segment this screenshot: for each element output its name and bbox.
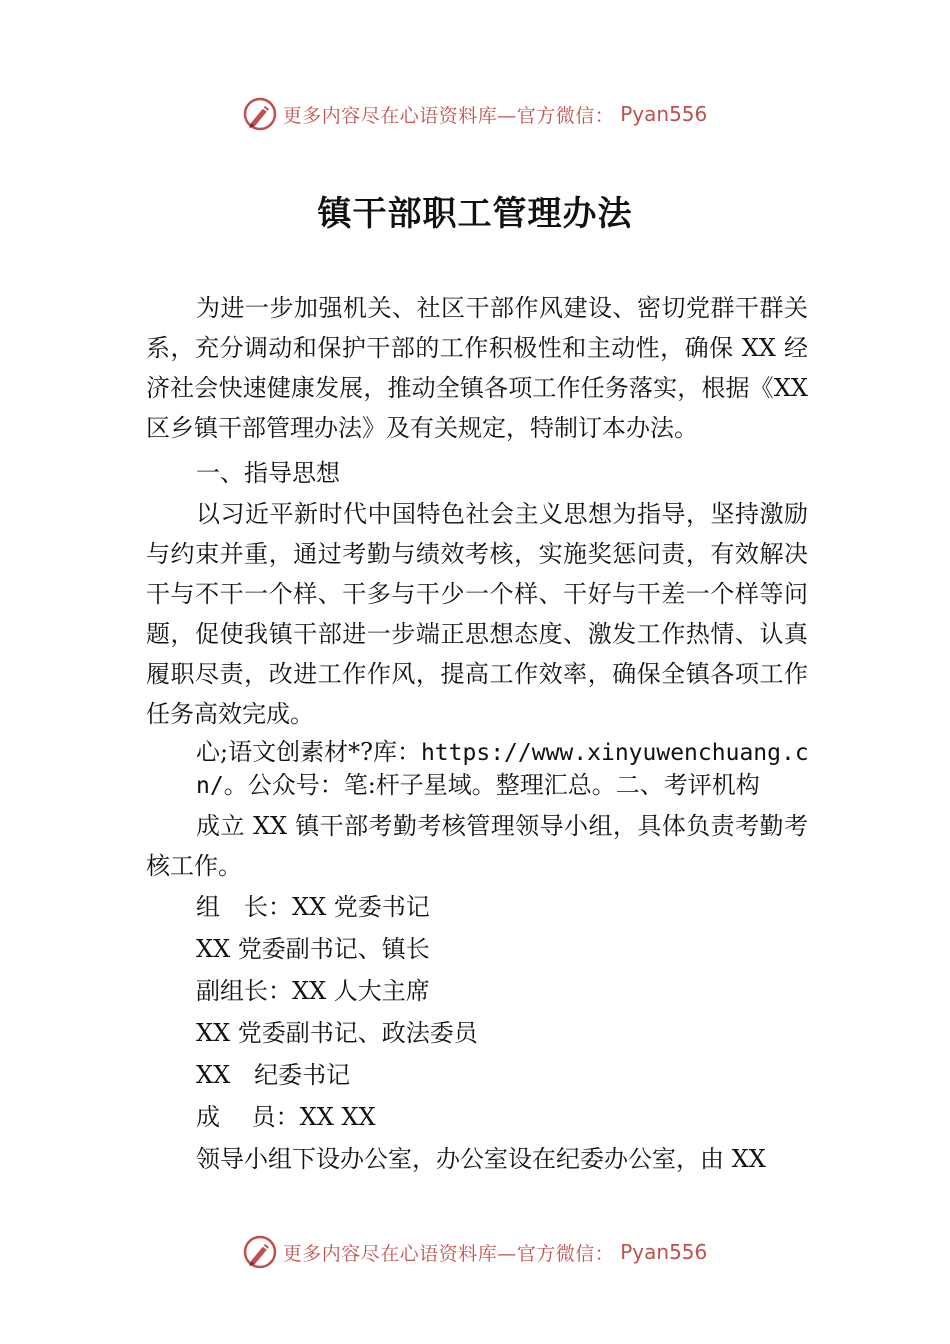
- office-line: 领导小组下设办公室，办公室设在纪委办公室，由 XX: [196, 1145, 766, 1173]
- watermark-wechat-id: Pyan556: [620, 102, 708, 126]
- section1-heading: 一、指导思想: [196, 459, 340, 487]
- member-line: XX 党委副书记、镇长: [196, 935, 430, 963]
- section1-paragraph: 以习近平新时代中国特色社会主义思想为指导，坚持激励与约束并重，通过考勤与绩效考核，实施奖惩问责，有效解决干与不干一个样、干多与干少一个样、干好与干差一个样等问题，促使我镇干部进一步端正思想态度、激发工作热情、认真履职尽责，改进工作作风，提高工作效率，确保全镇各项工作任务高效完成。: [146, 500, 808, 728]
- pen-logo-icon: [243, 1235, 277, 1269]
- section2-paragraph: 成立 XX 镇干部考勤考核管理领导小组，具体负责考勤考核工作。: [146, 812, 808, 880]
- pen-logo-icon: [243, 97, 277, 131]
- section2-heading: 二、考评机构: [615, 771, 760, 799]
- notice-prefix: 心;语文创素材*?库：: [196, 738, 421, 766]
- member-line: 组 长：XX 党委书记: [196, 893, 430, 921]
- watermark-text: 更多内容尽在心语资料库—官方微信：: [282, 1242, 615, 1265]
- member-line: 成 员：XX XX: [196, 1103, 376, 1131]
- document-title: 镇干部职工管理办法: [317, 194, 633, 234]
- member-line: XX 纪委书记: [196, 1061, 351, 1089]
- header-watermark: [0, 94, 950, 134]
- intro-paragraph: 为进一步加强机关、社区干部作风建设、密切党群干群关系，充分调动和保护干部的工作积极性和主动性，确保 XX 经济社会快速健康发展，推动全镇各项工作任务落实，根据《XX 区乡镇干部管理办法》及有关规定，特制订本办法。: [146, 294, 808, 442]
- footer-watermark: [0, 1232, 950, 1272]
- notice-line: [196, 736, 836, 802]
- document-body: [146, 288, 808, 1180]
- member-line: 副组长：XX 人大主席: [196, 977, 430, 1005]
- notice-url-link[interactable]: https://www.xinyuwenchuang.cn/: [196, 740, 809, 799]
- watermark-text: 更多内容尽在心语资料库—官方微信：: [282, 104, 615, 127]
- watermark-wechat-id: Pyan556: [620, 1240, 708, 1264]
- member-line: XX 党委副书记、政法委员: [196, 1019, 478, 1047]
- notice-suffix: 。公众号：笔:杆子星域。整理汇总。: [223, 771, 616, 799]
